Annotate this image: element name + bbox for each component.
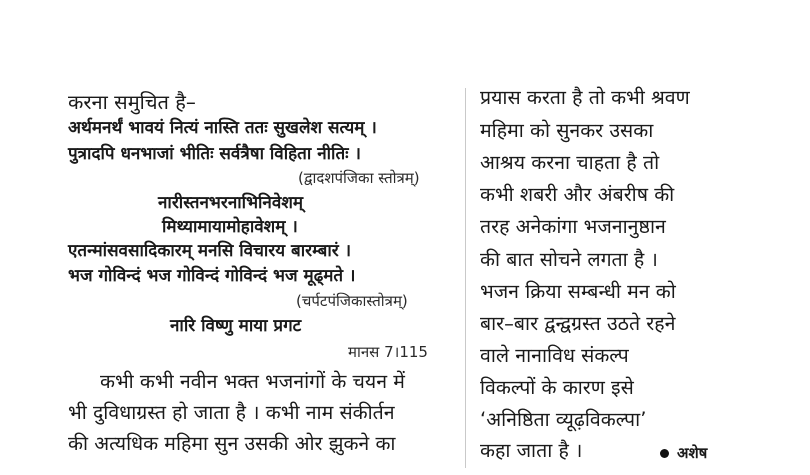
body-line: कभी कभी नवीन भक्त भजनांगों के चयन में — [100, 370, 405, 393]
verse-line: एतन्मांसवसादिकारम् मनसि विचारय बारम्बारं । — [68, 241, 352, 261]
body-line: भजन क्रिया सम्बन्धी मन को — [480, 280, 676, 303]
body-line: प्रयास करता है तो कभी श्रवण — [480, 86, 690, 109]
body-line: विकल्पों के कारण इसे — [480, 376, 634, 399]
verse-line: मिथ्यामायामोहावेशम् । — [162, 217, 298, 237]
body-line: बार–बार द्वन्द्वग्रस्त उठते रहने — [480, 312, 676, 335]
bullet-icon — [660, 449, 669, 458]
verse-line: अर्थमनर्थं भावयं नित्यं नास्ति ततः सुखलेश सत्यम् । — [68, 118, 377, 138]
column-divider — [465, 88, 466, 468]
author-name: अशेष — [677, 444, 708, 462]
verse-line: पुत्रादपि धनभाजां भीतिः सर्वत्रैषा विहिता नीतिः । — [68, 144, 361, 164]
verse-source: (द्वादशपंजिका स्तोत्रम्) — [298, 169, 420, 187]
body-line: कहा जाता है । — [480, 439, 583, 462]
author-signature — [660, 445, 707, 461]
verse-line: नारीस्तनभरनाभिनिवेशम् — [158, 193, 304, 213]
body-line: तरह अनेकांगा भजनानुष्ठान — [480, 215, 666, 238]
verse-line: भज गोविन्दं भज गोविन्दं गोविन्दं भज मूढ्मते । — [68, 266, 356, 286]
body-line: की अत्यधिक महिमा सुन उसकी ओर झुकने का — [68, 432, 396, 455]
body-line: की बात सोचने लगता है । — [480, 248, 658, 271]
verse-source: (चर्पटपंजिकास्तोत्रम्) — [296, 292, 408, 310]
body-line: महिमा को सुनकर उसका — [480, 119, 654, 142]
body-line: ‘अनिष्ठिता व्यूढ़विकल्पा’ — [480, 408, 647, 431]
intro-text: करना समुचित है– — [68, 90, 196, 114]
body-line: कभी शबरी और अंबरीष की — [480, 183, 675, 206]
body-line: आश्रय करना चाहता है तो — [480, 151, 660, 174]
quote-source: मानस 7।115 — [348, 343, 428, 361]
body-line: वाले नानाविध संकल्प — [480, 344, 629, 367]
body-line: भी दुविधाग्रस्त हो जाता है । कभी नाम संकीर्तन — [68, 401, 395, 424]
quote-line: नारि विष्णु माया प्रगट — [170, 316, 302, 336]
